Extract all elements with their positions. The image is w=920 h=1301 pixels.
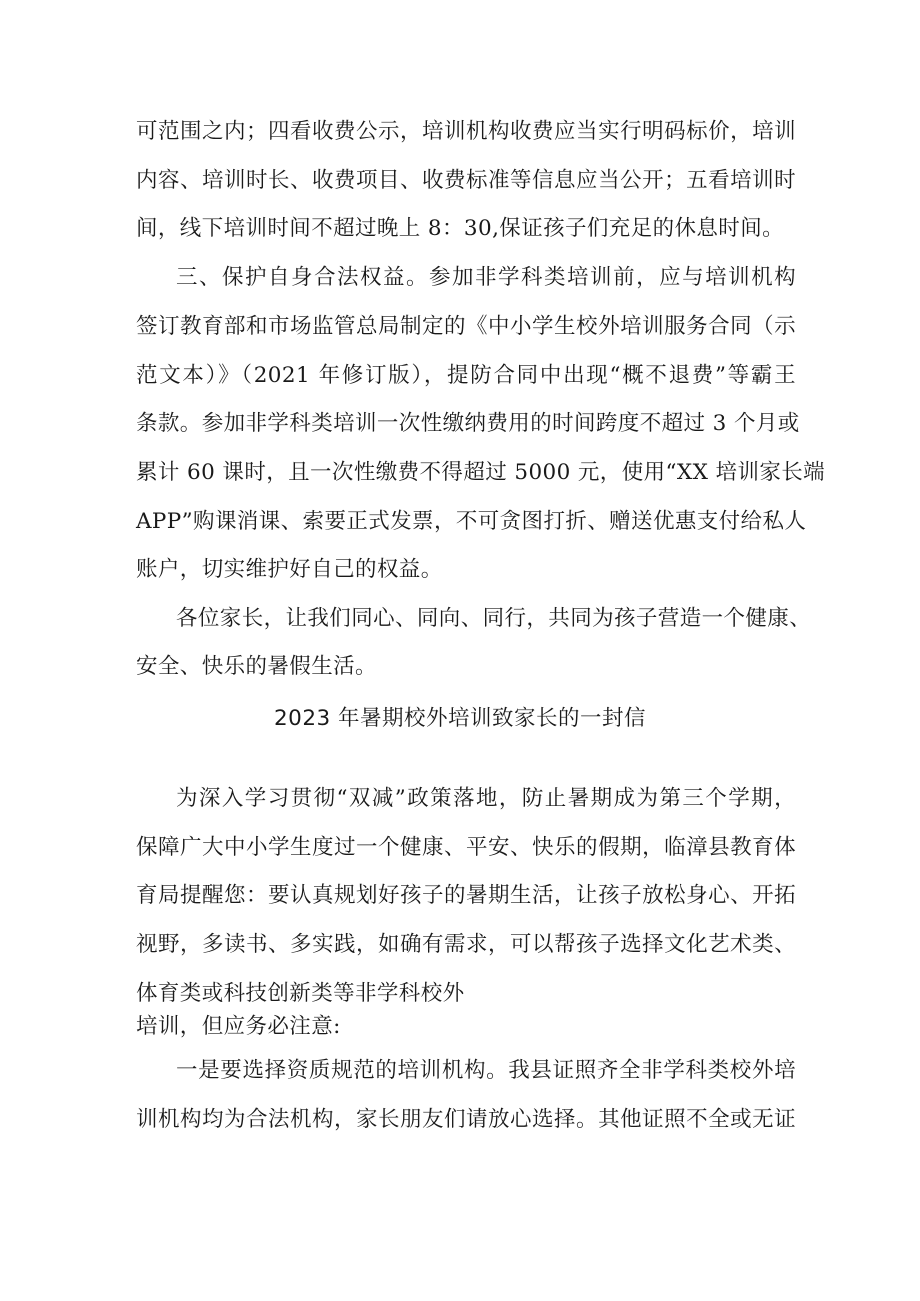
paragraph-line: 安全、快乐的暑假生活。 (136, 654, 377, 679)
paragraph-line: 视野，多读书、多实践，如确有需求，可以帮孩子选择文化艺术类、 (136, 932, 796, 957)
paragraph-line: 训机构均为合法机构，家长朋友们请放心选择。其他证照不全或无证 (136, 1107, 796, 1132)
paragraph-line: 培训，但应务必注意: (136, 1014, 341, 1039)
paragraph-line: 可范围之内；四看收费公示，培训机构收费应当实行明码标价，培训 (136, 119, 796, 144)
paragraph-line: 保障广大中小学生度过一个健康、平安、快乐的假期，临漳县教育体 (136, 835, 796, 860)
paragraph-line: APP”购课消课、索要正式发票，不可贪图打折、赠送优惠支付给私人 (136, 509, 807, 534)
section-three-heading-line: 三、保护自身合法权益。参加非学科类培训前，应与培训机构 (176, 265, 796, 290)
paragraph-line: 内容、培训时长、收费项目、收费标准等信息应当公开；五看培训时 (136, 168, 796, 193)
paragraph-line: 各位家长，让我们同心、同向、同行，共同为孩子营造一个健康、 (176, 606, 812, 631)
paragraph-line: 范文本）》（2021 年修订版），提防合同中出现“概不退费”等霸王 (136, 363, 796, 388)
paragraph-line: 育局提醒您：要认真规划好孩子的暑期生活，让孩子放松身心、开拓 (136, 883, 796, 908)
point-one-heading-line: 一是要选择资质规范的培训机构。我县证照齐全非学科类校外培 (176, 1058, 796, 1083)
paragraph-line: 体育类或科技创新类等非学科校外 (136, 981, 465, 1006)
letter-title: 2023 年暑期校外培训致家长的一封信 (273, 706, 647, 731)
paragraph-line: 签订教育部和市场监管总局制定的《中小学生校外培训服务合同（示 (136, 314, 796, 339)
paragraph-line: 累计 60 课时，且一次性缴费不得超过 5000 元，使用“XX 培训家长端 (136, 460, 826, 485)
paragraph-line: 条款。参加非学科类培训一次性缴纳费用的时间跨度不超过 3 个月或 (136, 411, 800, 436)
paragraph-line: 账户，切实维护好自己的权益。 (136, 557, 443, 582)
paragraph-line: 间，线下培训时间不超过晚上 8：30,保证孩子们充足的休息时间。 (136, 216, 785, 241)
paragraph-line: 为深入学习贯彻“双减”政策落地，防止暑期成为第三个学期， (176, 786, 796, 811)
